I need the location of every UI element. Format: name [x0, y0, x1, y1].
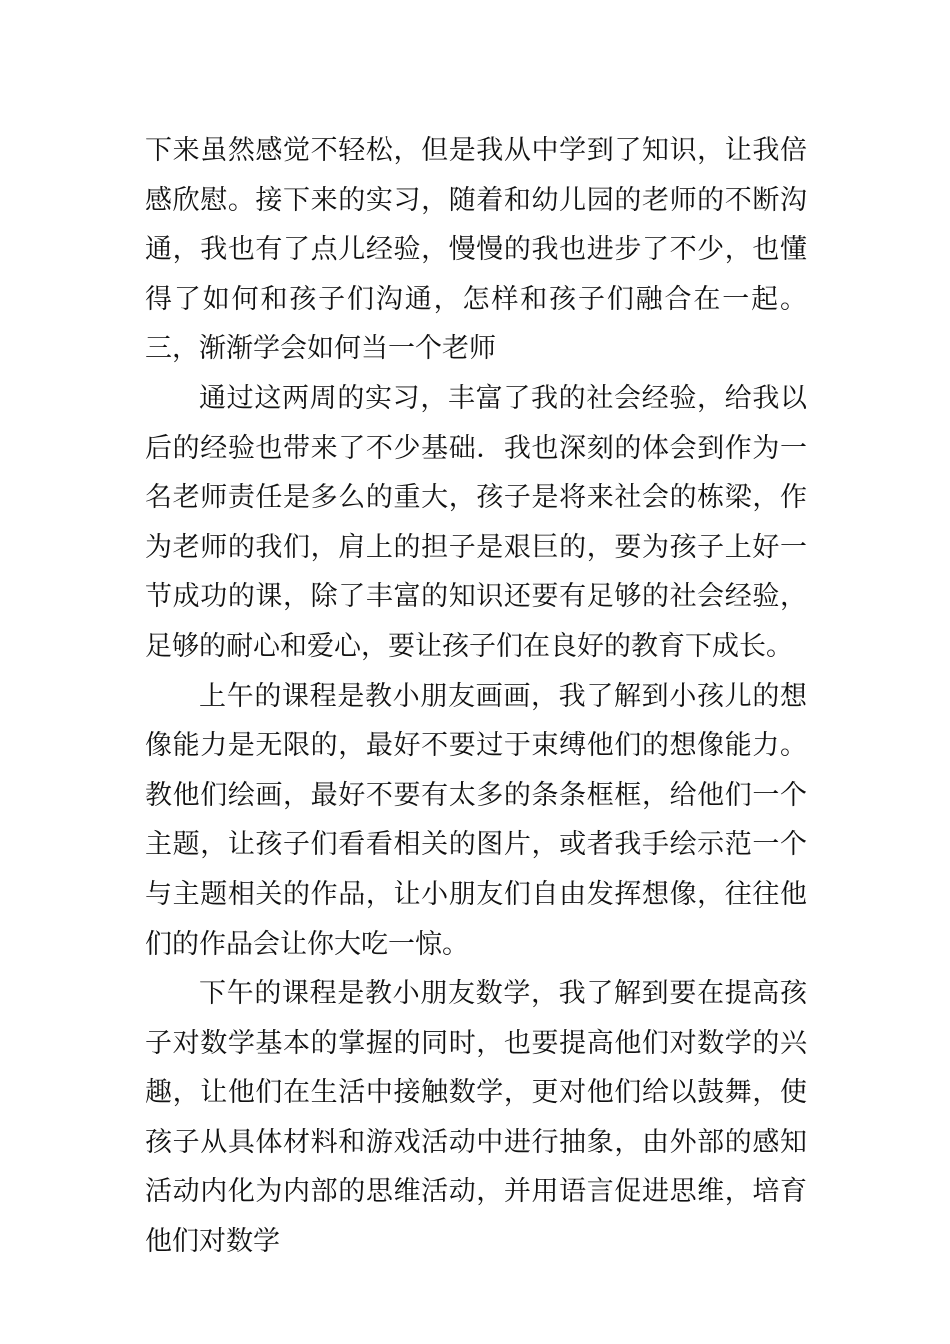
- paragraph-2: 通过这两周的实习，丰富了我的社会经验，给我以后的经验也带来了不少基础．我也深刻的体会到作为一名老师责任是多么的重大，孩子是将来社会的栋梁，作为老师的我们，肩上的担子是艰巨的，要为孩子上好一节成功的课，除了丰富的知识还要有足够的社会经验，足够的耐心和爱心，要让孩子们在良好的教育下成长。: [145, 382, 807, 662]
- paragraph-1: 下来虽然感觉不轻松，但是我从中学到了知识，让我倍感欣慰。接下来的实习，随着和幼儿园的老师的不断沟通，我也有了点儿经验，慢慢的我也进步了不少，也懂得了如何和孩子们沟通，怎样和孩子们融合在一起。 三，渐渐学会如何当一个老师: [145, 135, 807, 365]
- paragraph-3: 上午的课程是教小朋友画画，我了解到小孩儿的想像能力是无限的，最好不要过于束缚他们的想像能力。教他们绘画，最好不要有太多的条条框框，给他们一个主题，让孩子们看看相关的图片，或者我手绘示范一个与主题相关的作品，让小朋友们自由发挥想像，往往他们的作品会让你大吃一惊。: [145, 680, 807, 960]
- paragraph-4: 下午的课程是教小朋友数学，我了解到要在提高孩子对数学基本的掌握的同时，也要提高他们对数学的兴趣，让他们在生活中接触数学，更对他们给以鼓舞，使孩子从具体材料和游戏活动中进行抽象，由外部的感知活动内化为内部的思维活动，并用语言促进思维，培育他们对数学: [145, 978, 807, 1258]
- document-body: [145, 126, 807, 1267]
